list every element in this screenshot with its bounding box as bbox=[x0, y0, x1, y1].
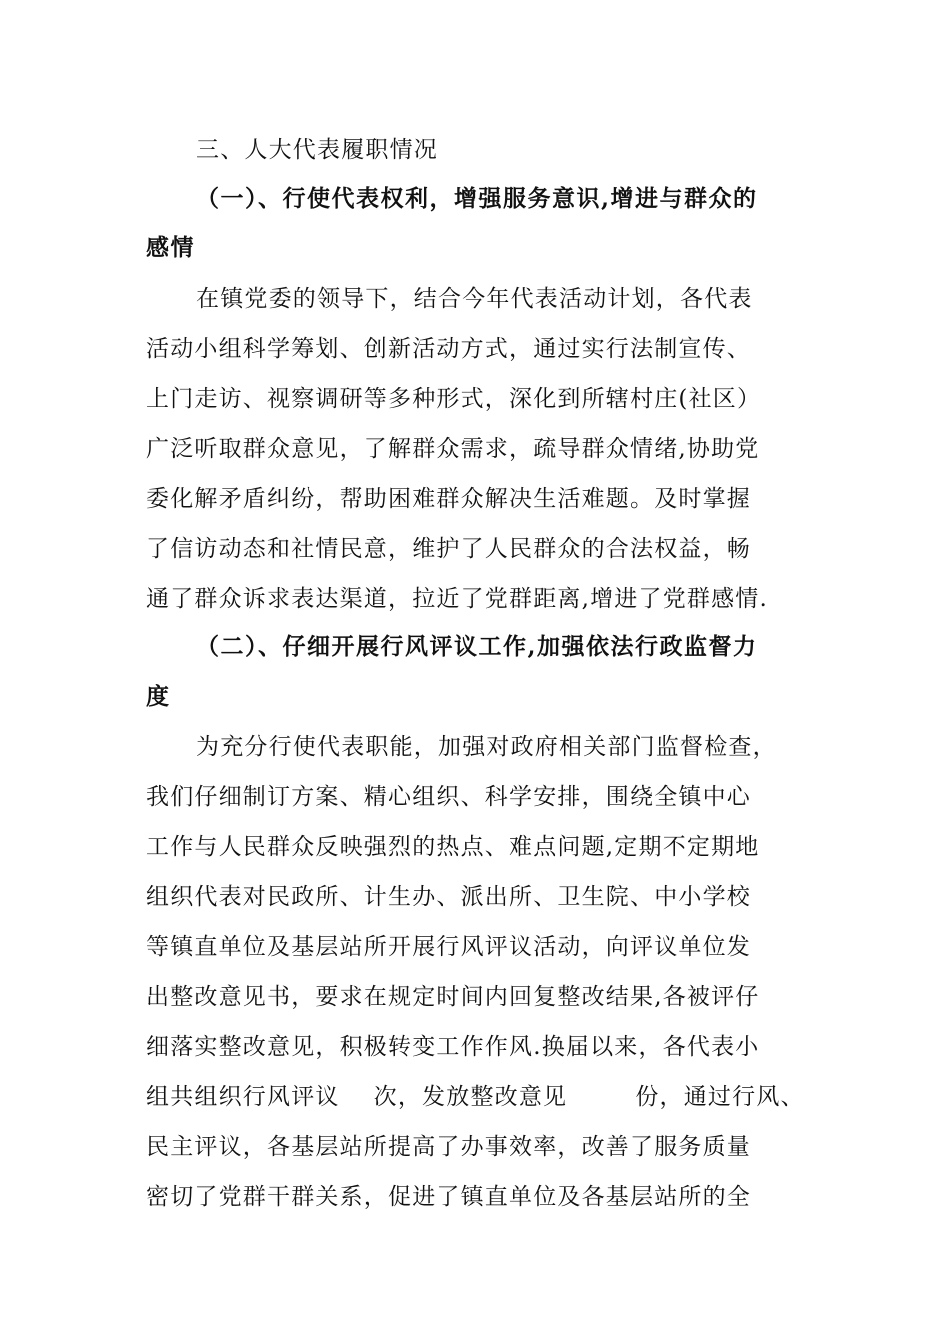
paragraph-2-line-6: 出整改意见书，要求在规定时间内回复整改结果,各被评仔 bbox=[146, 984, 760, 1010]
subsection-heading-2: （二）、仔细开展行风评议工作,加强依法行政监督力 bbox=[196, 633, 758, 660]
paragraph-2-line-9: 民主评议，各基层站所提高了办事效率，改善了服务质量 bbox=[146, 1134, 751, 1160]
paragraph-2-line-1: 为充分行使代表职能，加强对政府相关部门监督检查， bbox=[196, 734, 777, 760]
subsection-heading-1: （一）、行使代表权利，增强服务意识,增进与群众的 bbox=[196, 185, 758, 212]
paragraph-2-line-2: 我们仔细制订方案、精心组织、科学安排，围绕全镇中心 bbox=[146, 784, 751, 810]
paragraph-1-line-5: 委化解矛盾纠纷，帮助困难群众解决生活难题。及时掌握 bbox=[146, 486, 751, 512]
paragraph-2-line-3: 工作与人民群众反映强烈的热点、难点问题,定期不定期地 bbox=[146, 834, 760, 860]
paragraph-1-line-7: 通了群众诉求表达渠道，拉近了党群距离,增进了党群感情. bbox=[146, 586, 769, 612]
paragraph-1-line-6: 了信访动态和社情民意，维护了人民群众的合法权益，畅 bbox=[146, 536, 751, 562]
paragraph-2-line-7: 细落实整改意见，积极转变工作作风.换届以来，各代表小 bbox=[146, 1034, 760, 1060]
section-heading: 三、人大代表履职情况 bbox=[196, 137, 438, 163]
paragraph-1-line-4: 广泛听取群众意见，了解群众需求，疏导群众情绪,协助党 bbox=[146, 436, 760, 462]
subsection-heading-2-continued: 度 bbox=[146, 683, 171, 710]
paragraph-2-line-8: 组共组织行风评议 次，发放整改意见 份，通过行风、 bbox=[146, 1084, 805, 1110]
paragraph-1-line-3: 上门走访、视察调研等多种形式，深化到所辖村庄(社区） bbox=[146, 386, 762, 412]
paragraph-2-line-4: 组织代表对民政所、计生办、派出所、卫生院、中小学校 bbox=[146, 884, 751, 910]
paragraph-2-line-10: 密切了党群干群关系，促进了镇直单位及各基层站所的全 bbox=[146, 1184, 751, 1210]
paragraph-1-line-2: 活动小组科学筹划、创新活动方式，通过实行法制宣传、 bbox=[146, 336, 751, 362]
paragraph-2-line-5: 等镇直单位及基层站所开展行风评议活动，向评议单位发 bbox=[146, 934, 751, 960]
subsection-heading-1-continued: 感情 bbox=[146, 234, 195, 261]
paragraph-1-line-1: 在镇党委的领导下，结合今年代表活动计划，各代表 bbox=[196, 286, 753, 312]
